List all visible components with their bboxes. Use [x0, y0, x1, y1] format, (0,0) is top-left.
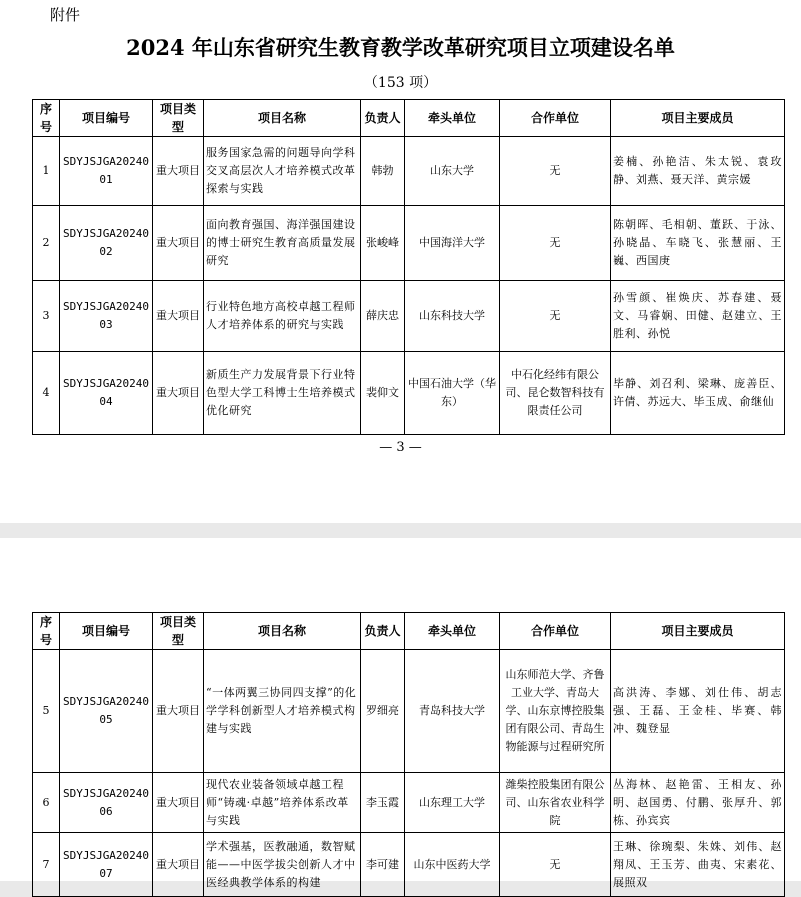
header-code: 项目编号 — [60, 613, 153, 650]
row-type: 重大项目 — [153, 650, 204, 773]
row-members: 高洪涛、李娜、刘仕伟、胡志强、王磊、王金桂、毕赛、韩冲、魏登显 — [611, 650, 785, 773]
row-leader: 李可建 — [361, 833, 405, 897]
header-members: 项目主要成员 — [611, 613, 785, 650]
row-lead-unit: 中国海洋大学 — [405, 206, 500, 281]
row-leader: 韩勃 — [361, 137, 405, 206]
row-type: 重大项目 — [153, 352, 204, 435]
header-lead-unit: 牵头单位 — [405, 100, 500, 137]
document-page-2 — [0, 538, 801, 889]
row-type: 重大项目 — [153, 137, 204, 206]
row-code: SDYJSJGA2024007 — [60, 833, 153, 897]
row-name: “一体两翼三协同四支撑”的化学学科创新型人才培养模式构建与实践 — [204, 650, 361, 773]
row-leader: 裴仰文 — [361, 352, 405, 435]
row-leader: 张峻峰 — [361, 206, 405, 281]
row-name: 新质生产力发展背景下行业特色型大学工科博士生培养模式优化研究 — [204, 352, 361, 435]
header-type: 项目类型 — [153, 613, 204, 650]
row-members: 陈朝晖、毛相朝、董跃、于泳、孙晓晶、车晓飞、张慧丽、王巍、西国庚 — [611, 206, 785, 281]
row-type: 重大项目 — [153, 281, 204, 352]
row-no: 2 — [33, 206, 60, 281]
row-no: 3 — [33, 281, 60, 352]
row-name: 现代农业装备领域卓越工程师“铸魂·卓越”培养体系改革与实践 — [204, 773, 361, 833]
row-no: 4 — [33, 352, 60, 435]
project-table — [32, 99, 785, 435]
header-leader: 负责人 — [361, 613, 405, 650]
page-number: — 3 — — [379, 440, 422, 455]
row-lead-unit: 青岛科技大学 — [405, 650, 500, 773]
table-row — [33, 833, 785, 897]
row-name: 服务国家急需的问题导向学科交叉高层次人才培养模式改革探索与实践 — [204, 137, 361, 206]
row-partner: 无 — [500, 833, 611, 897]
row-partner: 无 — [500, 206, 611, 281]
row-no: 1 — [33, 137, 60, 206]
row-members: 丛海林、赵艳雷、王相友、孙明、赵国勇、付鹏、张厚升、郭栋、孙宾宾 — [611, 773, 785, 833]
row-no: 7 — [33, 833, 60, 897]
table-row — [33, 650, 785, 773]
row-code: SDYJSJGA2024001 — [60, 137, 153, 206]
row-partner: 潍柴控股集团有限公司、山东省农业科学院 — [500, 773, 611, 833]
row-no: 6 — [33, 773, 60, 833]
table-row — [33, 773, 785, 833]
row-members: 孙雪颜、崔焕庆、苏春建、聂文、马睿娴、田健、赵建立、王胜利、孙悦 — [611, 281, 785, 352]
header-type: 项目类型 — [153, 100, 204, 137]
header-partner: 合作单位 — [500, 100, 611, 137]
row-members: 毕静、刘召利、梁琳、庞善臣、许倩、苏远大、毕玉成、俞继仙 — [611, 352, 785, 435]
row-partner: 无 — [500, 281, 611, 352]
row-type: 重大项目 — [153, 773, 204, 833]
header-leader: 负责人 — [361, 100, 405, 137]
row-type: 重大项目 — [153, 206, 204, 281]
row-lead-unit: 山东中医药大学 — [405, 833, 500, 897]
row-members: 姜楠、孙艳洁、朱太锐、袁玫静、刘燕、聂天洋、黄宗媛 — [611, 137, 785, 206]
header-no: 序号 — [33, 100, 60, 137]
header-no: 序号 — [33, 613, 60, 650]
row-lead-unit: 山东大学 — [405, 137, 500, 206]
row-code: SDYJSJGA2024003 — [60, 281, 153, 352]
row-type: 重大项目 — [153, 833, 204, 897]
row-code: SDYJSJGA2024002 — [60, 206, 153, 281]
attachment-label: 附件 — [50, 6, 81, 24]
row-code: SDYJSJGA2024004 — [60, 352, 153, 435]
row-partner: 无 — [500, 137, 611, 206]
table-header-row — [33, 613, 785, 650]
row-name: 学术强基，医教融通，数智赋能——中医学拔尖创新人才中医经典教学体系的构建 — [204, 833, 361, 897]
project-count: （153 项） — [363, 75, 438, 91]
row-partner: 中石化经纬有限公司、昆仑数智科技有限责任公司 — [500, 352, 611, 435]
table-row — [33, 281, 785, 352]
row-leader: 李玉霞 — [361, 773, 405, 833]
row-name: 行业特色地方高校卓越工程师人才培养体系的研究与实践 — [204, 281, 361, 352]
row-lead-unit: 中国石油大学（华东） — [405, 352, 500, 435]
row-name: 面向教育强国、海洋强国建设的博士研究生教育高质量发展研究 — [204, 206, 361, 281]
row-leader: 薛庆忠 — [361, 281, 405, 352]
header-name: 项目名称 — [204, 613, 361, 650]
table-header-row — [33, 100, 785, 137]
row-members: 王琳、徐琬梨、朱姝、刘伟、赵翔凤、王玉芳、曲夷、宋素花、展照双 — [611, 833, 785, 897]
header-partner: 合作单位 — [500, 613, 611, 650]
document-title: 2024 年山东省研究生教育教学改革研究项目立项建设名单 — [126, 35, 675, 60]
row-code: SDYJSJGA2024005 — [60, 650, 153, 773]
table-row — [33, 137, 785, 206]
table-row — [33, 352, 785, 435]
row-no: 5 — [33, 650, 60, 773]
header-lead-unit: 牵头单位 — [405, 613, 500, 650]
row-lead-unit: 山东科技大学 — [405, 281, 500, 352]
table-row — [33, 206, 785, 281]
header-name: 项目名称 — [204, 100, 361, 137]
row-leader: 罗细亮 — [361, 650, 405, 773]
project-table-continued — [32, 612, 785, 897]
row-lead-unit: 山东理工大学 — [405, 773, 500, 833]
header-members: 项目主要成员 — [611, 100, 785, 137]
row-partner: 山东师范大学、齐鲁工业大学、青岛大学、山东京博控股集团有限公司、青岛生物能源与过程研究所 — [500, 650, 611, 773]
header-code: 项目编号 — [60, 100, 153, 137]
row-code: SDYJSJGA2024006 — [60, 773, 153, 833]
